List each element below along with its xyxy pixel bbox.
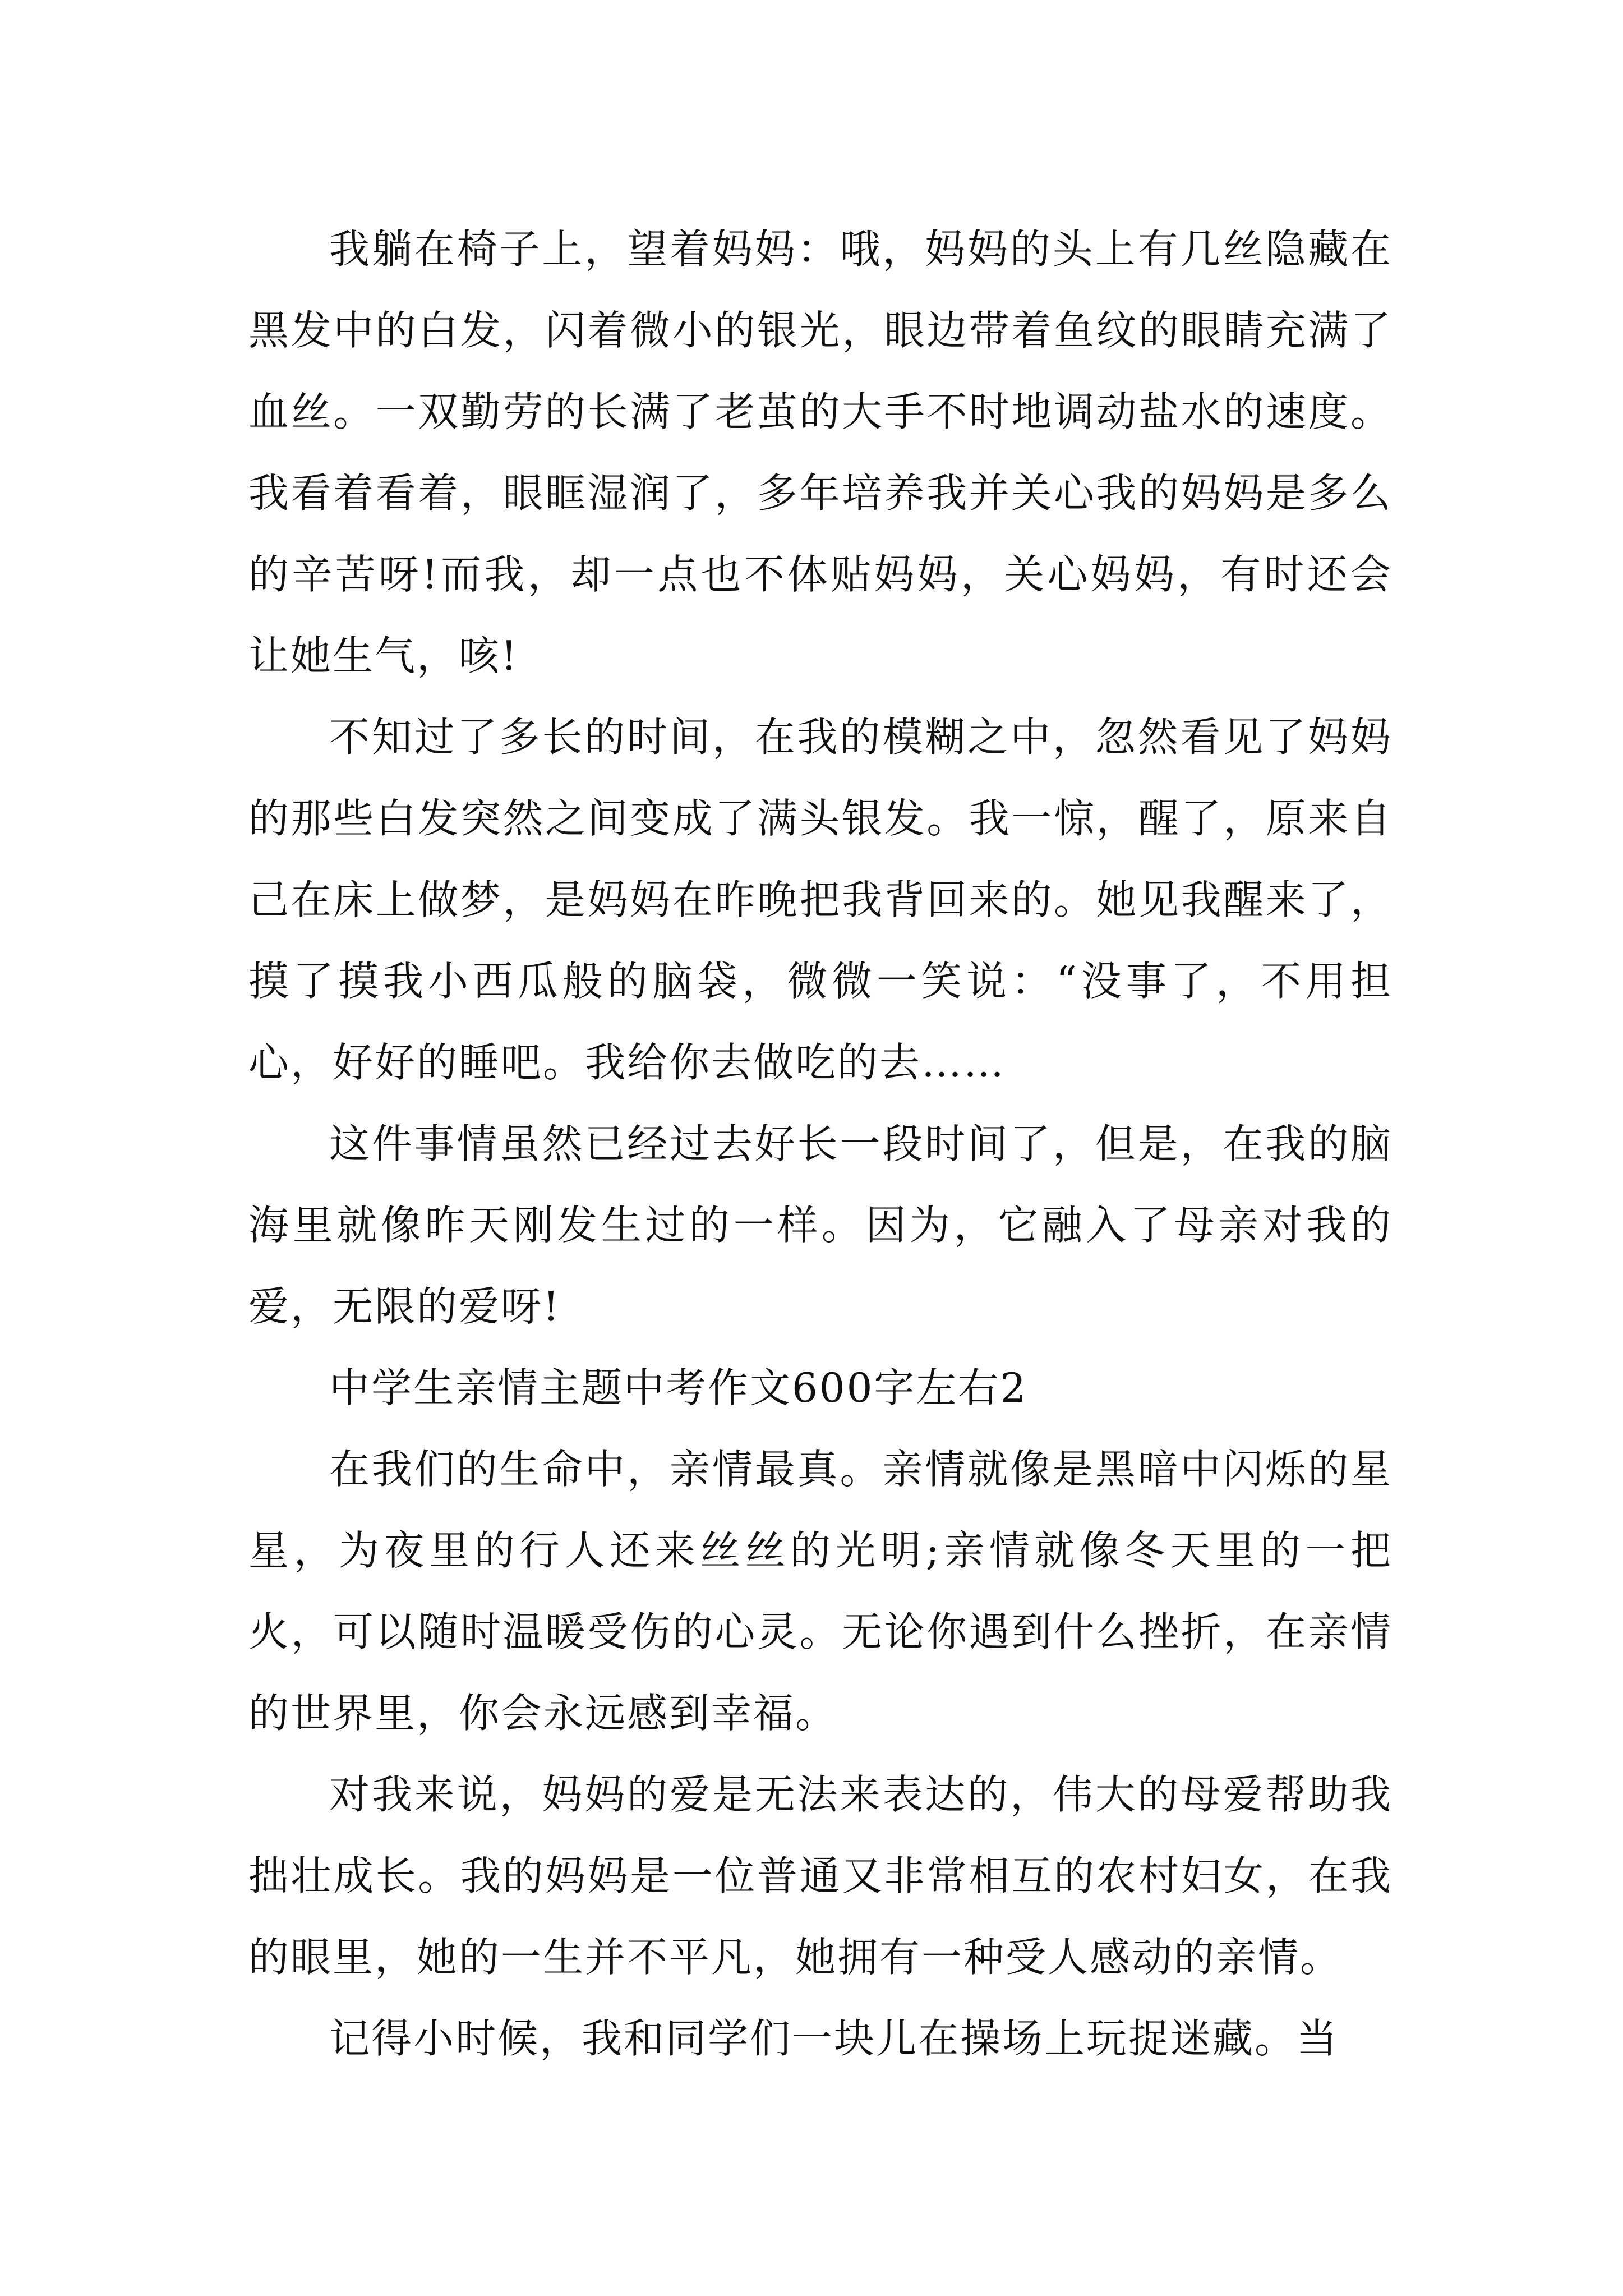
essay-title: 中学生亲情主题中考作文600字左右2 <box>329 1364 1028 1411</box>
essay-body <box>248 209 1393 2079</box>
paragraph: 我躺在椅子上，望着妈妈：哦，妈妈的头上有几丝隐藏在黑发中的白发，闪着微小的银光，眼边带着鱼纹的眼睛充满了血丝。一双勤劳的长满了老茧的大手不时地调动盐水的速度。我看着看着，眼眶湿润了，多年培养我并关心我的妈妈是多么的辛苦呀!而我，却一点也不体贴妈妈，关心妈妈，有时还会让她生气，咳! <box>248 226 1393 679</box>
paragraph: 对我来说，妈妈的爱是无法来表达的，伟大的母爱帮助我拙壮成长。我的妈妈是一位普通又非常相互的农村妇女，在我的眼里，她的一生并不平凡，她拥有一种受人感动的亲情。 <box>248 1771 1393 1981</box>
paragraph: 不知过了多长的时间，在我的模糊之中，忽然看见了妈妈的那些白发突然之间变成了满头银发。我一惊，醒了，原来自己在床上做梦，是妈妈在昨晚把我背回来的。她见我醒来了，摸了摸我小西瓜般的脑袋，微微一笑说：“没事了，不用担心，好好的睡吧。我给你去做吃的去…… <box>248 714 1393 1086</box>
paragraph: 记得小时候，我和同学们一块儿在操场上玩捉迷藏。当 <box>329 2015 1339 2062</box>
paragraph: 这件事情虽然已经过去好长一段时间了，但是，在我的脑海里就像昨天刚发生过的一样。因为，它融入了母亲对我的爱，无限的爱呀! <box>248 1120 1393 1330</box>
paragraph: 在我们的生命中，亲情最真。亲情就像是黑暗中闪烁的星星，为夜里的行人还来丝丝的光明;亲情就像冬天里的一把火，可以随时温暖受伤的心灵。无论你遇到什么挫折，在亲情的世界里，你会永远感到幸福。 <box>248 1446 1393 1737</box>
